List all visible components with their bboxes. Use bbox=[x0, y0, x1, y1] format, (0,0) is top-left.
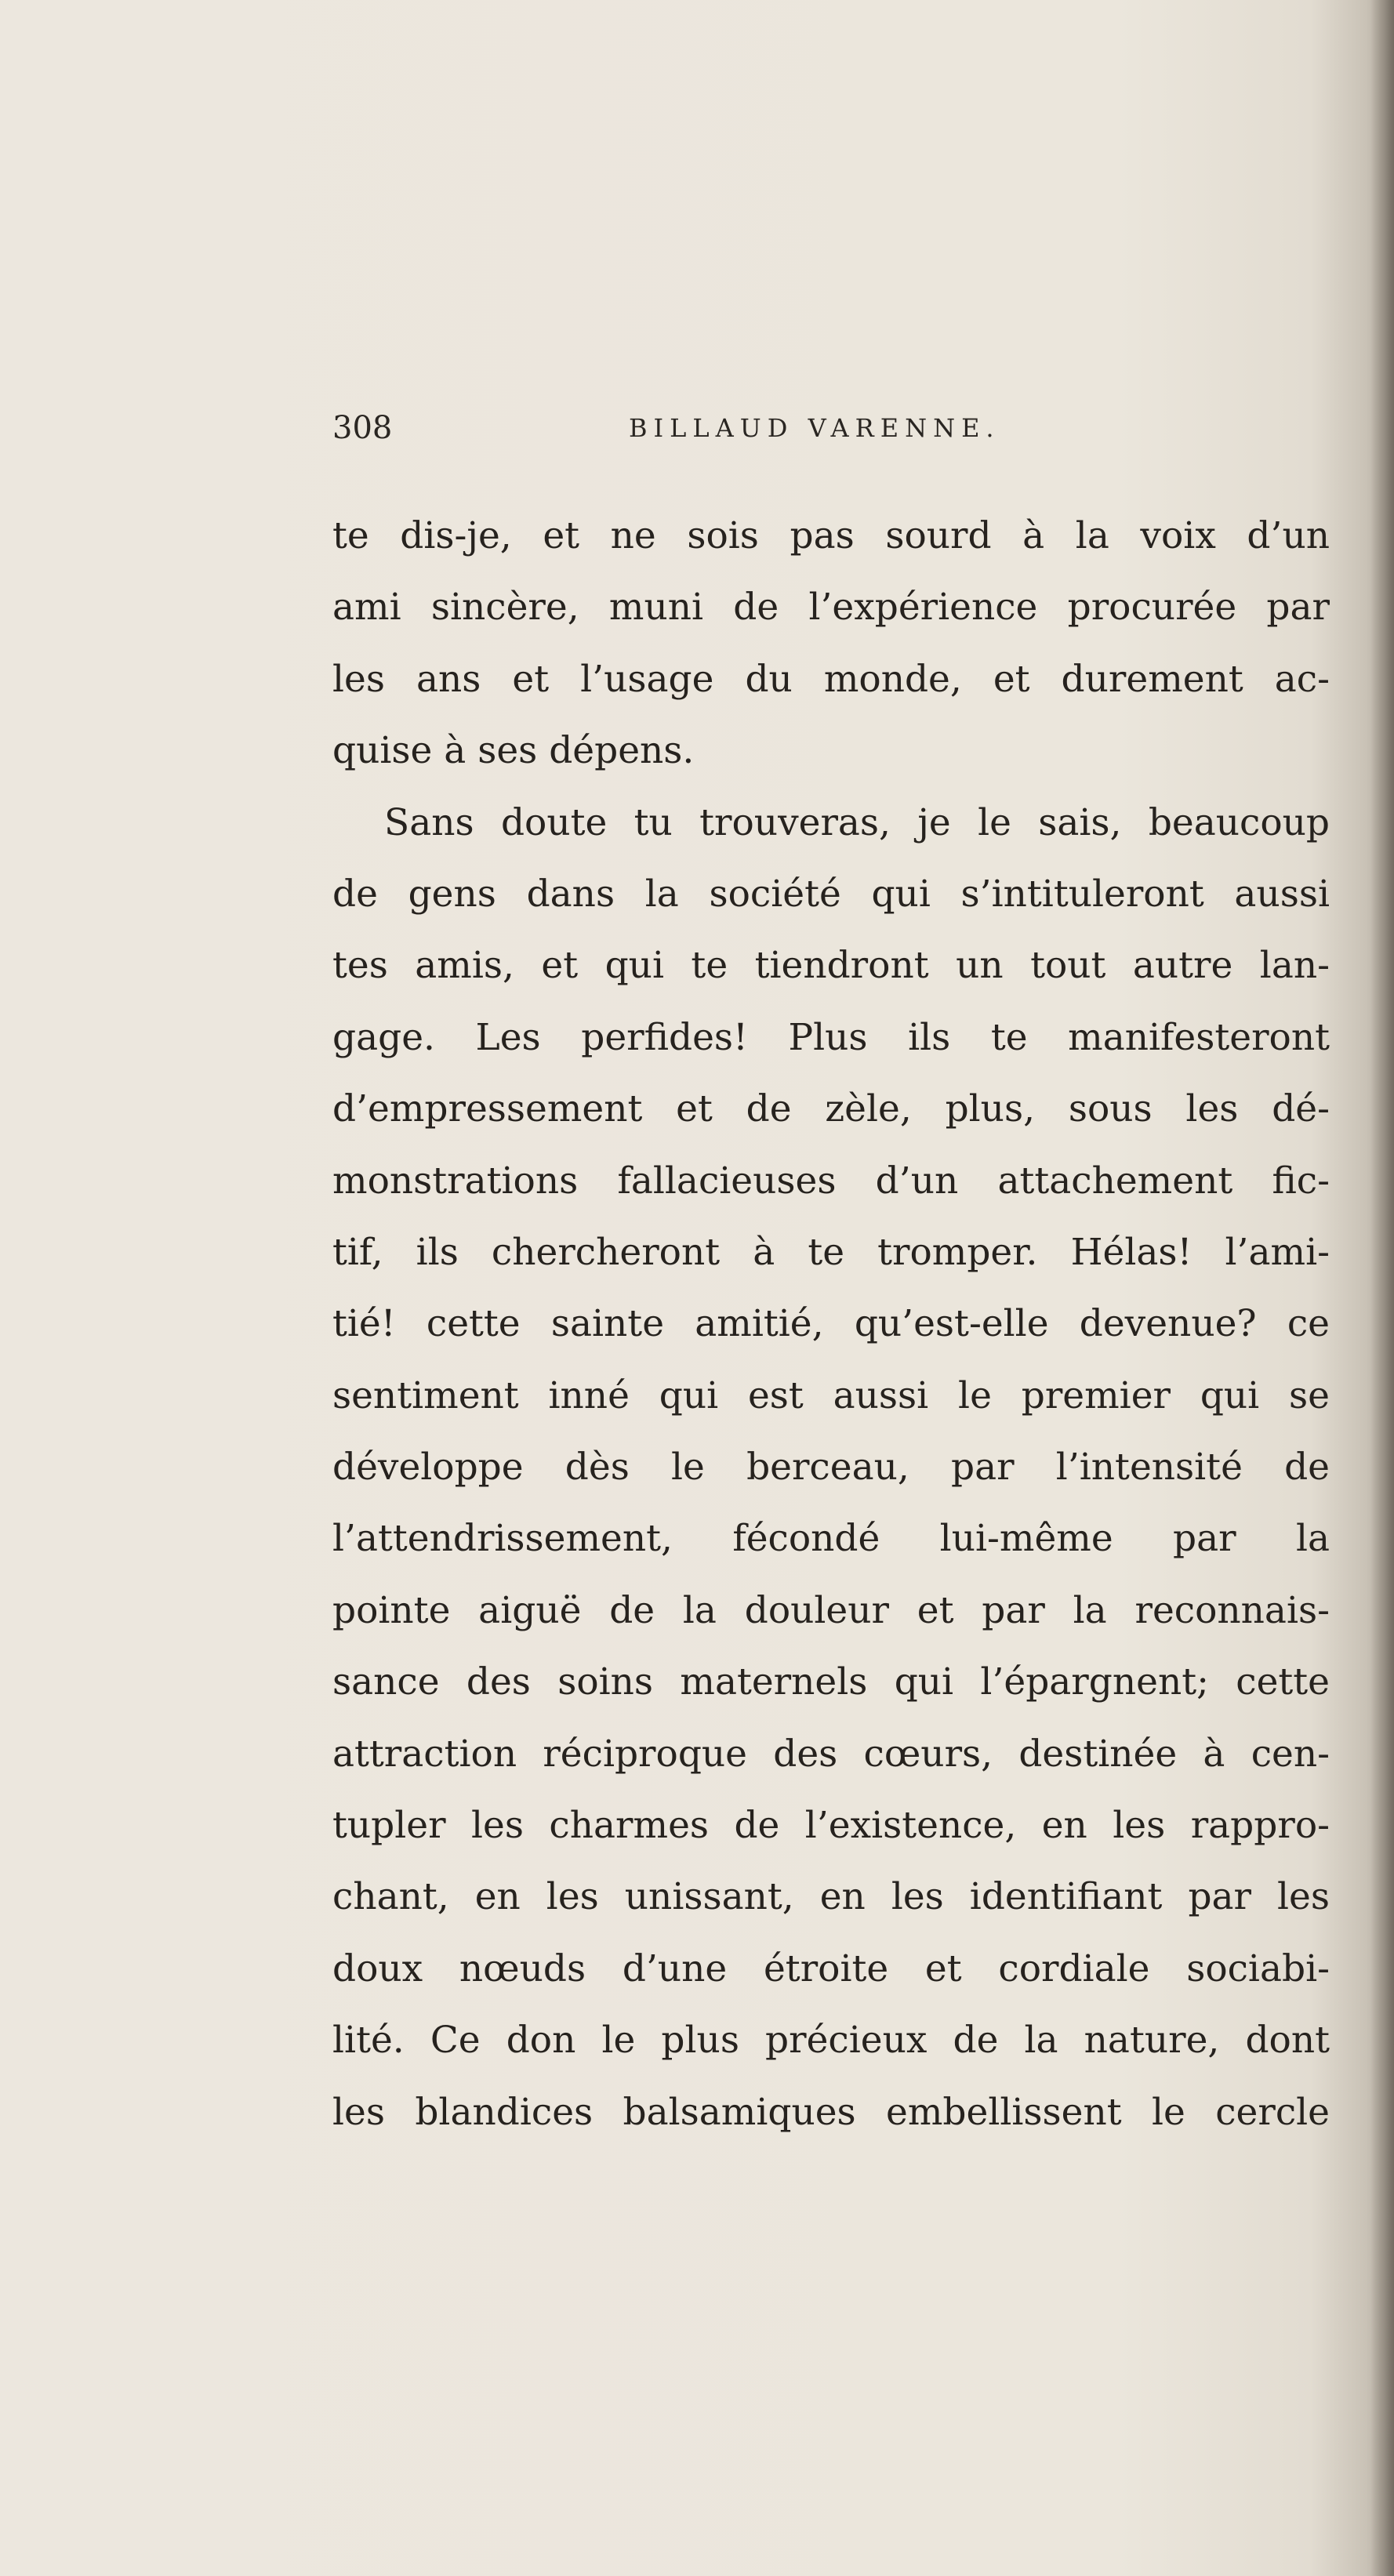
text-line: pointe aiguë de la douleur et par la reconnais- bbox=[332, 1588, 1330, 1632]
text-line: chant, en les unissant, en les identifiant par les bbox=[332, 1875, 1330, 1919]
text-line: l’attendrissement, fécondé lui-même par la bbox=[332, 1517, 1330, 1561]
text-line: tif, ils chercheront à te tromper. Hélas! l’ami- bbox=[332, 1230, 1330, 1274]
text-line: monstrations fallacieuses d’un attachement fic- bbox=[332, 1159, 1330, 1203]
text-line: de gens dans la société qui s’intituleront aussi bbox=[332, 872, 1330, 916]
text-line: d’empressement et de zèle, plus, sous les dé- bbox=[332, 1087, 1330, 1131]
page-header bbox=[332, 405, 1330, 452]
page-number: 308 bbox=[332, 410, 393, 446]
text-line: doux nœuds d’une étroite et cordiale sociabi- bbox=[332, 1947, 1330, 1990]
body-text bbox=[332, 500, 1330, 2148]
paragraph-2 bbox=[332, 787, 1330, 2148]
text-line: te dis-je, et ne sois pas sourd à la voix d’un bbox=[332, 514, 1330, 557]
text-line: sance des soins maternels qui l’épargnent; cette bbox=[332, 1660, 1330, 1704]
paragraph-1 bbox=[332, 500, 1330, 787]
text-line: lité. Ce don le plus précieux de la nature, dont bbox=[332, 2019, 1330, 2063]
text-line: les ans et l’usage du monde, et durement ac- bbox=[332, 657, 1330, 701]
text-line: attraction réciproque des cœurs, destinée à cen- bbox=[332, 1732, 1330, 1776]
running-title: BILLAUD VARENNE. bbox=[629, 413, 1000, 443]
text-line: tupler les charmes de l’existence, en les rappro- bbox=[332, 1804, 1330, 1848]
text-line: sentiment inné qui est aussi le premier qui se bbox=[332, 1373, 1330, 1417]
text-line: quise à ses dépens. bbox=[332, 729, 695, 773]
text-line: gage. Les perfides! Plus ils te manifesteront bbox=[332, 1015, 1330, 1059]
text-line: tes amis, et qui te tiendront un tout autre lan- bbox=[332, 944, 1330, 988]
text-line: tié! cette sainte amitié, qu’est-elle devenue? ce bbox=[332, 1302, 1330, 1346]
text-line: Sans doute tu trouveras, je le sais, beaucoup bbox=[384, 800, 1330, 844]
text-line: ami sincère, muni de l’expérience procurée par bbox=[332, 586, 1330, 629]
text-line: les blandices balsamiques embellissent le cercle bbox=[332, 2090, 1330, 2134]
text-line: développe dès le berceau, par l’intensité de bbox=[332, 1446, 1330, 1489]
page-binding-shadow bbox=[1370, 0, 1394, 2576]
